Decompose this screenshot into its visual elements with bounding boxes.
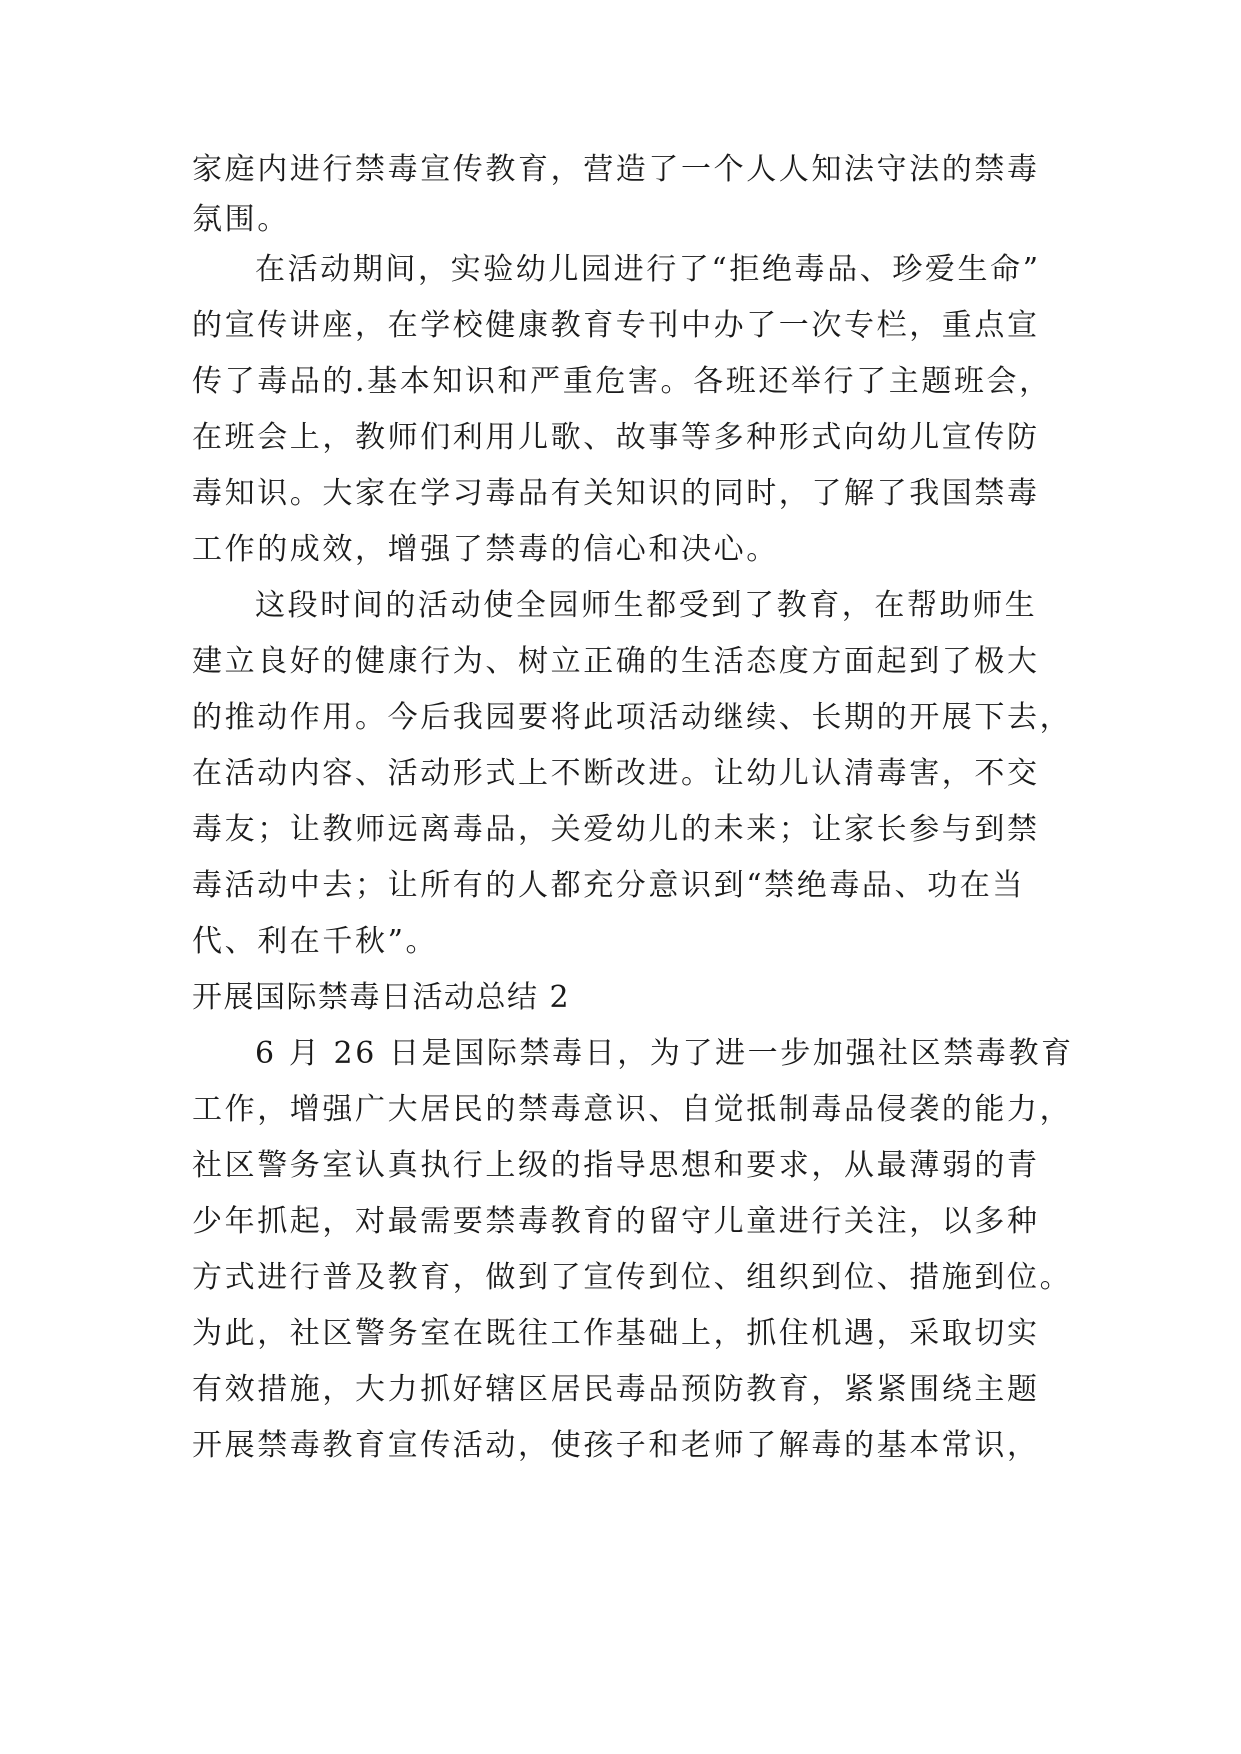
- paragraph-start-line: 6 月 26 日是国际禁毒日，为了进一步加强社区禁毒教育: [255, 1036, 1074, 1071]
- text-line: 氛围。: [192, 202, 290, 237]
- paragraph-start-line: 在活动期间，实验幼儿园进行了“拒绝毒品、珍爱生命”: [255, 252, 1041, 287]
- text-line: 有效措施，大力抓好辖区居民毒品预防教育，紧紧围绕主题: [192, 1372, 1040, 1407]
- text-line: 在班会上，教师们利用儿歌、故事等多种形式向幼儿宣传防: [192, 420, 1040, 455]
- text-line: 传了毒品的.基本知识和严重危害。各班还举行了主题班会，: [192, 364, 1052, 399]
- text-line: 家庭内进行禁毒宣传教育，营造了一个人人知法守法的禁毒: [192, 152, 1040, 187]
- text-line: 在活动内容、活动形式上不断改进。让幼儿认清毒害，不交: [192, 756, 1040, 791]
- text-line: 少年抓起，对最需要禁毒教育的留守儿童进行关注，以多种: [192, 1204, 1040, 1239]
- text-line: 社区警务室认真执行上级的指导思想和要求，从最薄弱的青: [192, 1148, 1040, 1183]
- text-line: 的推动作用。今后我园要将此项活动继续、长期的开展下去，: [192, 700, 1073, 735]
- text-line: 工作的成效，增强了禁毒的信心和决心。: [192, 532, 779, 567]
- text-line: 的宣传讲座，在学校健康教育专刊中办了一次专栏，重点宣: [192, 308, 1040, 343]
- text-line: 工作，增强广大居民的禁毒意识、自觉抵制毒品侵袭的能力，: [192, 1092, 1073, 1127]
- text-line: 为此，社区警务室在既往工作基础上，抓住机遇，采取切实: [192, 1316, 1040, 1351]
- text-line: 建立良好的健康行为、树立正确的生活态度方面起到了极大: [192, 644, 1040, 679]
- text-line: 方式进行普及教育，做到了宣传到位、组织到位、措施到位。: [192, 1260, 1073, 1295]
- text-line: 毒友；让教师远离毒品，关爱幼儿的未来；让家长参与到禁: [192, 812, 1040, 847]
- text-line: 代、利在千秋”。: [192, 924, 439, 959]
- paragraph-start-line: 这段时间的活动使全园师生都受到了教育，在帮助师生: [255, 588, 1038, 623]
- section-heading: 开展国际禁毒日活动总结 2: [192, 980, 571, 1015]
- text-line: 毒知识。大家在学习毒品有关知识的同时，了解了我国禁毒: [192, 476, 1040, 511]
- text-line: 毒活动中去；让所有的人都充分意识到“禁绝毒品、功在当: [192, 868, 1025, 903]
- text-line: 开展禁毒教育宣传活动，使孩子和老师了解毒的基本常识，: [192, 1428, 1040, 1463]
